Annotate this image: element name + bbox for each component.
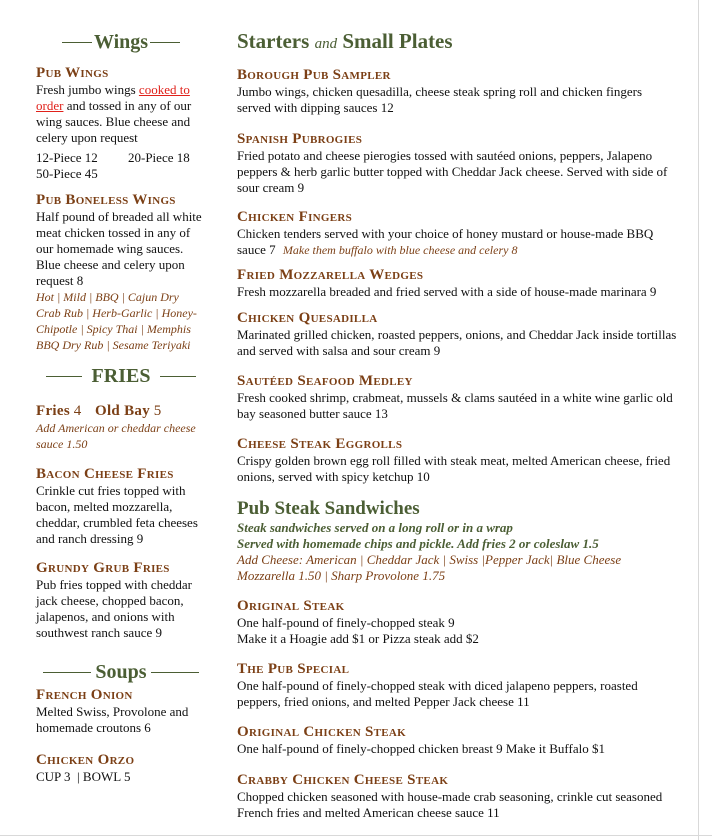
menu-item	[237, 772, 677, 821]
french-onion-desc: Melted Swiss, Provolone and homemade croutons 6	[36, 704, 189, 735]
original-steak-desc: One half-pound of finely-chopped steak 9	[237, 615, 455, 630]
boneless-wings-item	[36, 192, 206, 353]
soups-heading	[36, 659, 206, 685]
fried-mozzarella-desc: Fresh mozzarella breaded and fried served with a side of house-made marinara 9	[237, 284, 657, 299]
sandwiches-heading: Pub Steak Sandwiches	[237, 498, 420, 519]
price-50-piece: 50-Piece 45	[36, 166, 98, 181]
pub-wings-desc-end: and tossed in any of our wing sauces. Blue cheese and celery upon request	[36, 98, 192, 145]
pub-wings-desc	[36, 82, 206, 146]
menu-item	[237, 598, 677, 647]
seafood-medley-desc: Fresh cooked shrimp, crabmeat, mussels & clams sautéed in a white wine garlic old bay seasoned butter sauce 13	[237, 390, 673, 421]
menu-item	[237, 209, 677, 258]
grundy-grub-fries-title: Grundy Grub Fries	[36, 560, 170, 576]
menu-item	[237, 661, 677, 710]
chicken-quesadilla-desc: Marinated grilled chicken, roasted peppers, onions, and Cheddar Jack inside tortillas and served with salsa and sour cream 9	[237, 327, 677, 358]
chicken-fingers-title: Chicken Fingers	[237, 209, 353, 225]
page-border-bottom	[0, 835, 712, 836]
sandwiches-note-chips: Served with homemade chips and pickle. Add fries 2 or coleslaw 1.5	[237, 536, 599, 551]
borough-pub-sampler-desc: Jumbo wings, chicken quesadilla, cheese steak spring roll and chicken fingers served with dipping sauces 12	[237, 84, 643, 115]
wings-heading	[36, 29, 206, 55]
fries-addon: Add American or cheddar cheese sauce 1.50	[36, 421, 196, 451]
starters-heading-a: Starters	[237, 29, 310, 53]
pub-wings-item	[36, 65, 206, 182]
fries-heading-text: FRIES	[91, 365, 151, 387]
old-bay-label: Old Bay	[94, 403, 151, 419]
page-border-right	[698, 0, 699, 840]
heading-rule	[62, 42, 92, 43]
wings-heading-text: Wings	[93, 31, 149, 53]
crabby-chicken-cheese-steak-desc: Chopped chicken seasoned with house-made crab seasoning, crinkle cut seasoned French fries and melted American cheese sauce 11	[237, 789, 663, 820]
french-onion-item	[36, 687, 206, 736]
fries-label: Fries	[36, 403, 70, 419]
menu-item	[237, 436, 677, 485]
crabby-chicken-cheese-steak-title: Crabby Chicken Cheese Steak	[237, 772, 449, 788]
sandwiches-add-cheese: Add Cheese: American | Cheddar Jack | Swiss |Pepper Jack| Blue Cheese Mozzarella 1.50 | Sharp Provolone 1.75	[237, 552, 622, 583]
menu-item	[237, 724, 677, 757]
original-steak-options: Make it a Hoagie add $1 or Pizza steak add $2	[237, 631, 479, 646]
fries-price-row	[36, 402, 206, 420]
chicken-orzo-item	[36, 752, 206, 785]
borough-pub-sampler-title: Borough Pub Sampler	[237, 67, 391, 83]
cooked-to-order-link[interactable]: cooked to order	[36, 82, 190, 113]
boneless-wings-title: Pub Boneless Wings	[36, 192, 176, 208]
fries-price: 4	[73, 403, 82, 419]
cheese-steak-eggrolls-title: Cheese Steak Eggrolls	[237, 436, 403, 452]
left-column	[36, 28, 206, 785]
sandwiches-note-roll: Steak sandwiches served on a long roll or in a wrap	[237, 520, 513, 535]
pub-special-title: The Pub Special	[237, 661, 350, 677]
price-12-piece: 12-Piece 12	[36, 150, 98, 165]
spanish-pubrogies-desc: Fried potato and cheese pierogies tossed with sautéed onions, peppers, Jalapeno peppers & herb garlic butter topped with Cheddar Jack cheese. Served with side of sour cream 9	[237, 148, 668, 195]
cheese-steak-eggrolls-desc: Crispy golden brown egg roll filled with steak meat, melted American cheese, fried onions, served with spicy ketchup 10	[237, 453, 671, 484]
grundy-grub-fries-desc: Pub fries topped with cheddar jack cheese, chopped bacon, jalapenos, and onions with southwest ranch sauce 9	[36, 577, 192, 640]
heading-rule	[46, 376, 82, 377]
chicken-fingers-buffalo-option: Make them buffalo with blue cheese and celery 8	[282, 243, 518, 257]
heading-rule	[43, 672, 91, 673]
heading-rule	[160, 376, 196, 377]
chicken-orzo-title: Chicken Orzo	[36, 752, 135, 768]
price-20-piece: 20-Piece 18	[128, 150, 190, 165]
french-onion-title: French Onion	[36, 687, 133, 703]
menu-item	[237, 267, 677, 300]
chicken-fingers-desc-text: Chicken tenders served with your choice of honey mustard or house-made BBQ sauce 7	[237, 226, 654, 257]
spanish-pubrogies-title: Spanish Pubrogies	[237, 131, 363, 147]
pub-wings-title: Pub Wings	[36, 65, 109, 81]
pub-wings-desc-start: Fresh jumbo wings	[36, 82, 139, 97]
menu-item	[237, 67, 677, 116]
fried-mozzarella-title: Fried Mozzarella Wedges	[237, 267, 424, 283]
bacon-cheese-fries-title: Bacon Cheese Fries	[36, 466, 174, 482]
menu-item	[237, 131, 677, 196]
boneless-wings-desc: Half pound of breaded all white meat chicken tossed in any of our homemade wing sauces. Blue cheese and celery upon request 8	[36, 209, 202, 288]
heading-rule	[150, 42, 180, 43]
original-chicken-steak-desc: One half-pound of finely-chopped chicken breast 9 Make it Buffalo $1	[237, 741, 605, 756]
chicken-fingers-desc	[237, 226, 677, 258]
chicken-quesadilla-title: Chicken Quesadilla	[237, 310, 378, 326]
grundy-grub-fries-item	[36, 560, 206, 641]
starters-heading-and: and	[314, 36, 338, 52]
right-column	[237, 28, 677, 821]
old-bay-price: 5	[153, 403, 162, 419]
chicken-orzo-desc: CUP 3 | BOWL 5	[36, 769, 131, 784]
seafood-medley-title: Sautéed Seafood Medley	[237, 373, 413, 389]
fries-heading	[36, 363, 206, 389]
pub-wings-prices-row	[36, 150, 206, 166]
soups-heading-text: Soups	[95, 661, 147, 683]
menu-item	[237, 373, 677, 422]
starters-heading-b: Small Plates	[342, 29, 453, 53]
original-chicken-steak-title: Original Chicken Steak	[237, 724, 407, 740]
starters-heading	[237, 28, 677, 57]
fries-item	[36, 402, 206, 452]
menu-item	[237, 310, 677, 359]
pub-special-desc: One half-pound of finely-chopped steak with diced jalapeno peppers, roasted peppers, fried onions, and melted Pepper Jack cheese 11	[237, 678, 638, 709]
original-steak-title: Original Steak	[237, 598, 345, 614]
bacon-cheese-fries-desc: Crinkle cut fries topped with bacon, melted mozzarella, cheddar, crumbled feta cheeses and ranch dressing 9	[36, 483, 198, 546]
bacon-cheese-fries-item	[36, 466, 206, 547]
heading-rule	[151, 672, 199, 673]
boneless-wings-sauces: Hot | Mild | BBQ | Cajun Dry Crab Rub | Herb-Garlic | Honey-Chipotle | Spicy Thai | Memphis BBQ Dry Rub | Sesame Teriyaki	[36, 290, 197, 352]
